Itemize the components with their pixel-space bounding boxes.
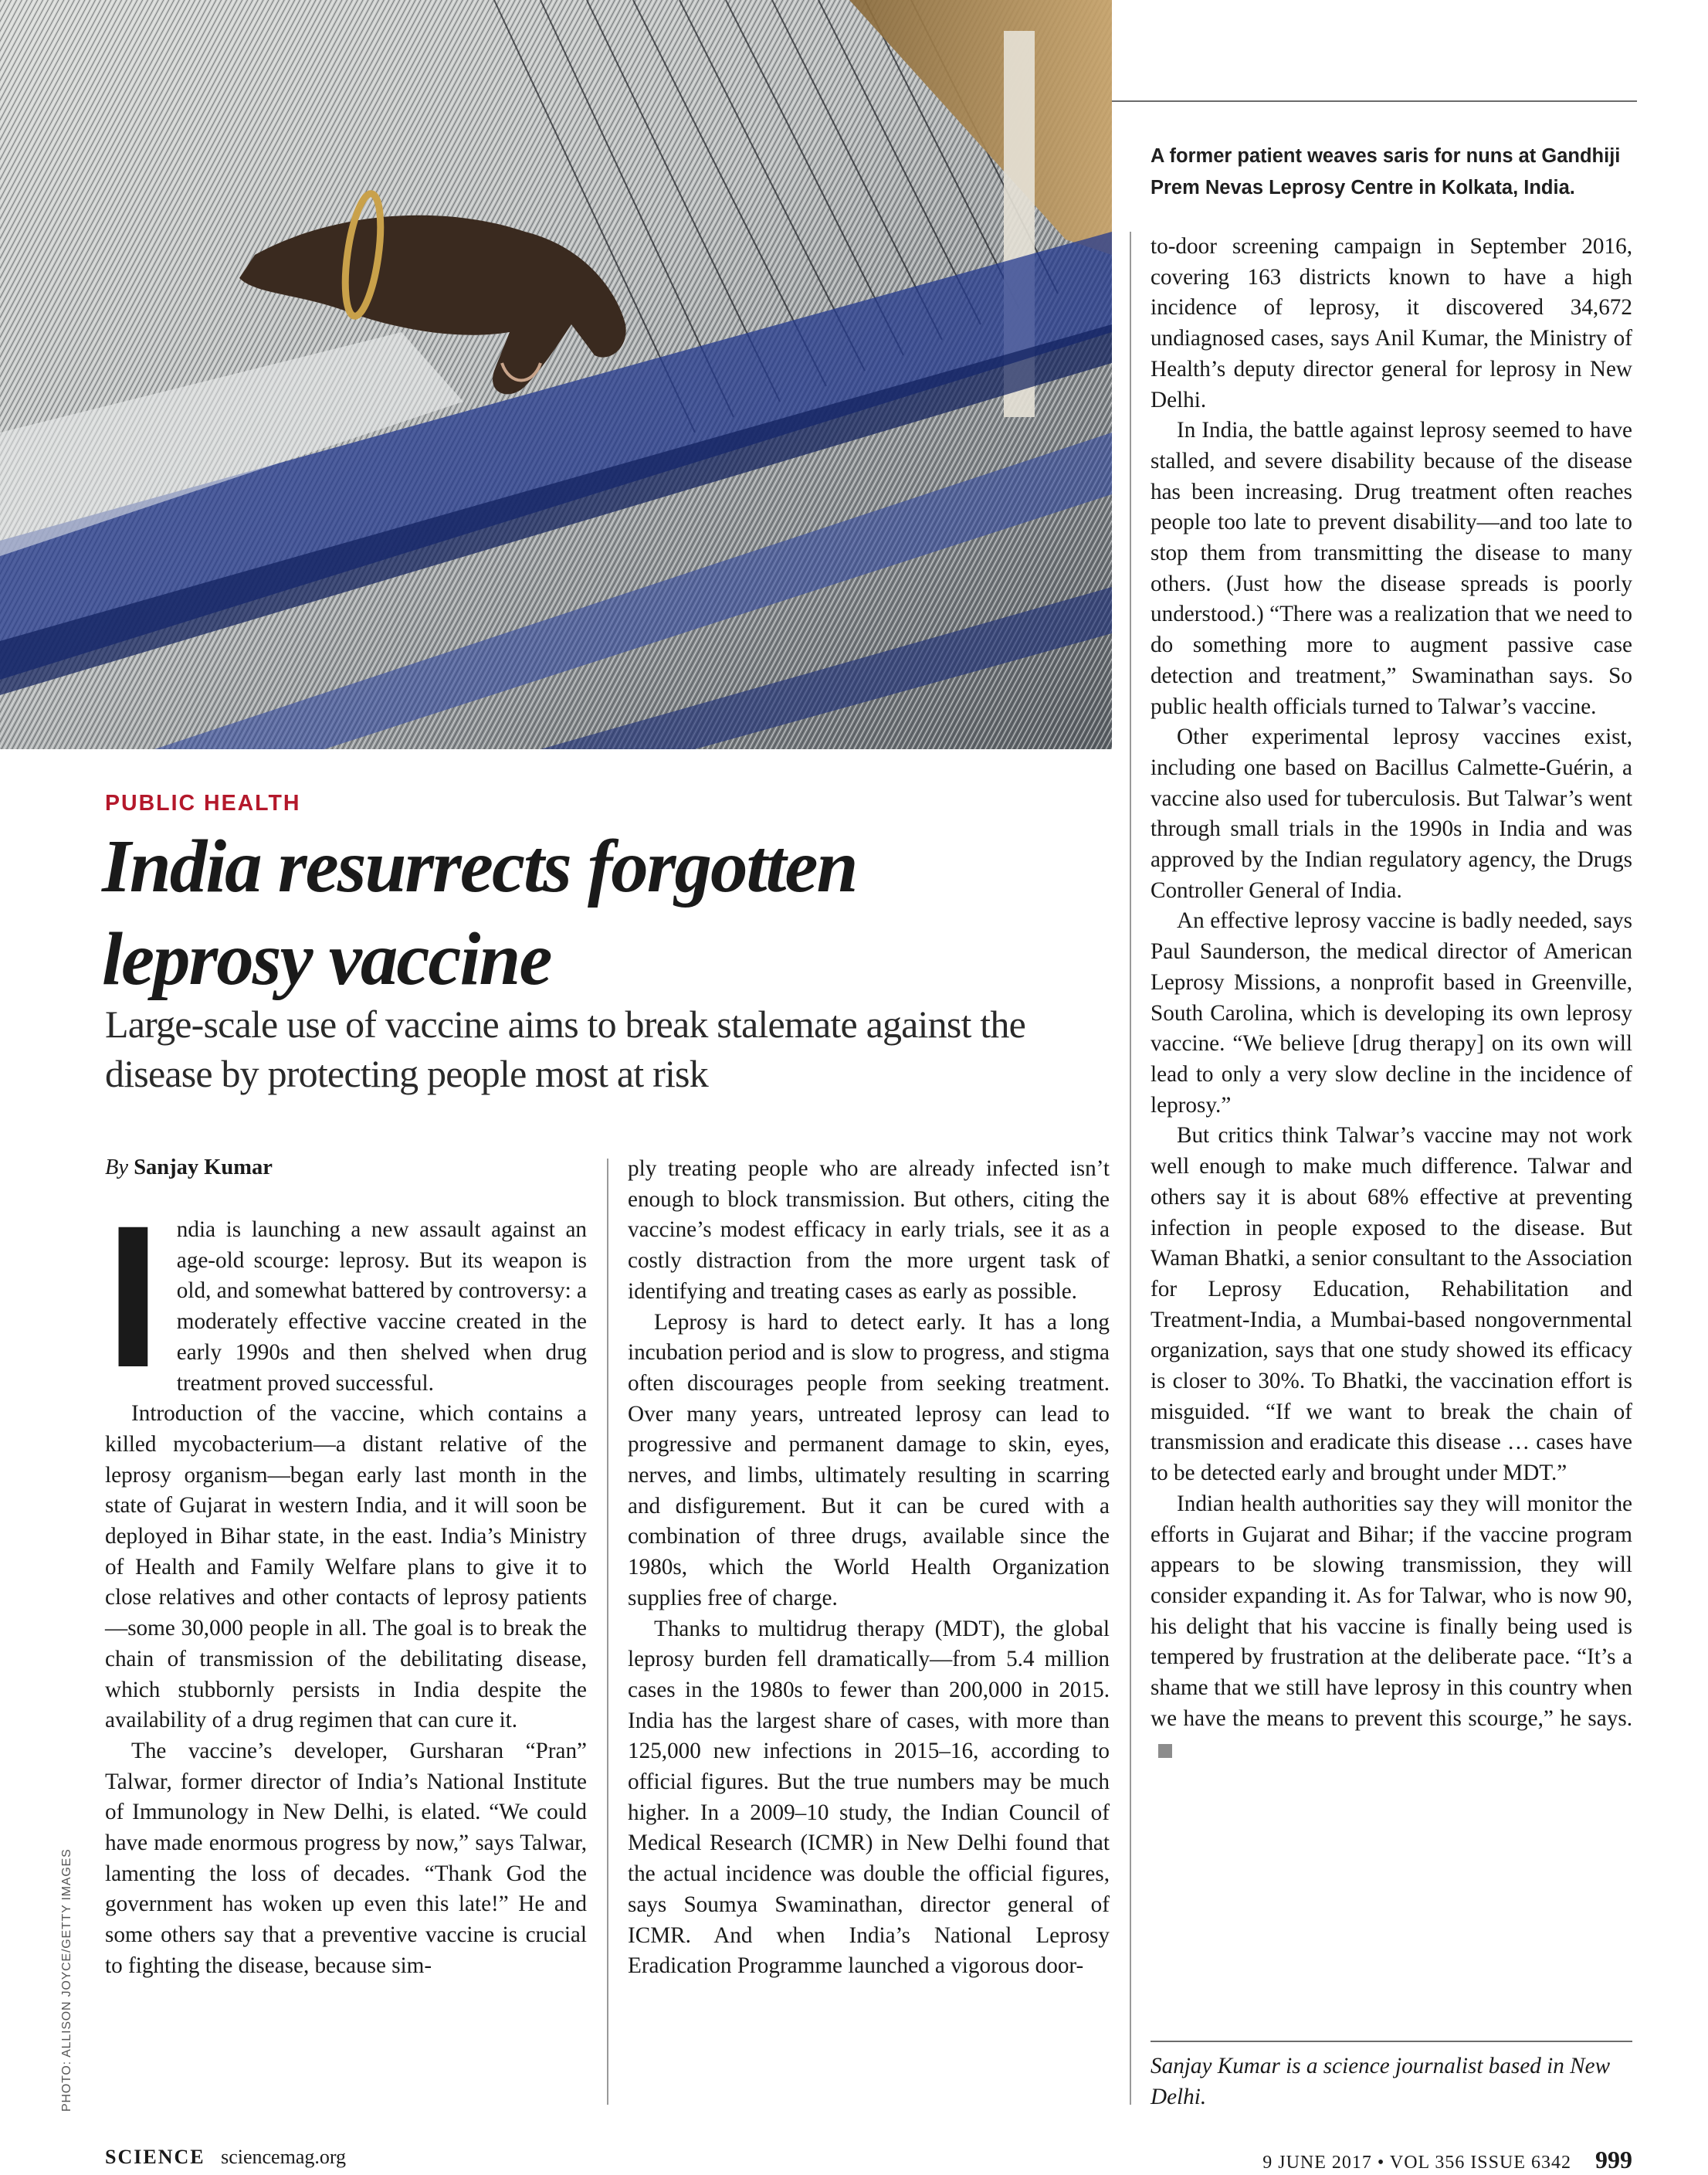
issue-info: 9 JUNE 2017 • VOL 356 ISSUE 6342 (1262, 2153, 1571, 2173)
caption-top-rule (1112, 100, 1637, 102)
paragraph: to-door screening campaign in September 2016, covering 163 districts known to have a high incidence of leprosy, it discovered 34,672 undiagnosed cases, says Anil Kumar, the Ministry of Health’s deputy director general for leprosy in New Delhi. (1151, 234, 1632, 412)
paragraph-final (1151, 1489, 1632, 1765)
article-column-3 (1151, 232, 1632, 1765)
article-column-2 (628, 1154, 1110, 1982)
footer-left (105, 2146, 346, 2169)
page-number: 999 (1595, 2146, 1632, 2173)
byline-prefix: By (105, 1155, 129, 1179)
journal-url[interactable]: sciencemag.org (221, 2146, 347, 2168)
journal-name: SCIENCE (105, 2146, 205, 2168)
column-divider (607, 1159, 608, 2105)
author-bio: Sanjay Kumar is a science journalist based in New Delhi. (1151, 2054, 1611, 2109)
paragraph: Introduction of the vaccine, which contains a killed mycobacterium—a distant relative of the leprosy organism—began early last month in the state of Gujarat in western India, and it will soon be deployed in Bihar state, in the east. India’s Ministry of Health and Family Welfare plans to give it to close relatives and other contacts of leprosy patients—some 30,000 people in all. The goal is to break the chain of transmission of the debilitating disease, which stubbornly persists in India despite the availability of a drug regimen that can cure it. (105, 1401, 587, 1733)
hero-photo (0, 0, 1112, 749)
paragraph: But critics think Talwar’s vaccine may not work well enough to make much difference. Talwar and others say it is about 68% effective at preventing infection in people exposed to the disease. But Waman Bhatki, a senior consultant to the Association for Leprosy Education, Rehabilitation and Treatment-India, a Mumbai-based nongovernmental organization, says that one study showed its efficacy is closer to 30%. To Bhatki, the vaccination effort is misguided. “If we want to break the chain of transmission and eradicate this disease … cases have to be detected early and brought under MDT.” (1151, 1123, 1632, 1486)
headline: India resurrects forgotten leprosy vaccine (102, 825, 857, 1000)
byline (105, 1155, 273, 1180)
paragraph: Leprosy is hard to detect early. It has a long incubation period and is slow to progress, and stigma often discourages people from seeking treatment. Over many years, untreated leprosy can lead to progressive and permanent damage to skin, eyes, nerves, and limbs, ultimately resulting in scarring and disfigurement. But it can be cured with a combination of three drugs, available since the 1980s, which the World Health Organization supplies free of charge. (628, 1309, 1110, 1610)
dek: Large-scale use of vaccine aims to break stalemate against the disease by protecting people most at risk (105, 1003, 1025, 1095)
weaving-loom-hand-photo-icon (0, 0, 1112, 749)
end-mark-icon (1158, 1744, 1172, 1758)
bio-rule (1151, 2041, 1632, 2042)
photo-credit: PHOTO: ALLISON JOYCE/GETTY IMAGES (60, 1848, 73, 2112)
paragraph: ply treating people who are already infected isn’t enough to block transmission. But others, citing the vaccine’s modest efficacy in early trials, see it as a costly distraction from the more urgent task of identifying and treating cases as early as possible. (628, 1156, 1110, 1304)
paragraph: Other experimental leprosy vaccines exist, including one based on Bacillus Calmette-Guérin, a vaccine also used for tuberculosis. But Talwar’s went through small trials in the 1990s in India and was approved by the Indian regulatory agency, the Drugs Controller General of India. (1151, 724, 1632, 903)
dropcap: I (105, 1183, 161, 1410)
paragraph: In India, the battle against leprosy seemed to have stalled, and severe disability because of the disease has been increasing. Drug treatment often reaches people too late to prevent disability—and too late to stop them from transmitting the disease to many others. (Just how the disease spreads is poorly understood.) “There was a realization that we need to do something more to augment passive case detection and treatment,” Swaminathan says. So public health officials turned to Talwar’s vaccine. (1151, 418, 1632, 719)
footer-right (1262, 2146, 1632, 2174)
photo-caption: A former patient weaves saris for nuns at Gandhiji Prem Nevas Leprosy Centre in Kolkata, India. (1151, 145, 1621, 198)
paragraph: ndia is launching a new assault against an age-old scourge: leprosy. But its weapon is old, and somewhat battered by controversy: a moderately effective vaccine created in the early 1990s and then shelved when drug treatment proved successful. (176, 1217, 587, 1396)
article-column-1 (105, 1183, 587, 1982)
paragraph-text: Indian health authorities say they will monitor the efforts in Gujarat and Bihar; if the vaccine program appears to be slowing transmission, they will consider expanding it. As for Talwar, who is now 90, his delight that his vaccine is finally being used is tempered by frustration at the deliberate pace. “It’s a shame that we still have leprosy in this country when we have the means to prevent this scourge,” he says. (1151, 1491, 1632, 1731)
paragraph: The vaccine’s developer, Gursharan “Pran” Talwar, former director of India’s National Institute of Immunology in New Delhi, is elated. “We could have made enormous progress by now,” says Talwar, lamenting the loss of decades. “Thank God the government has woken up even this late!” He and some others say that a preventive vaccine is crucial to fighting the disease, because sim- (105, 1738, 587, 1978)
paragraph: Thanks to multidrug therapy (MDT), the global leprosy burden fell dramatically—from 5.4 million cases in the 1980s to fewer than 200,000 in 2015. India has the largest share of cases, with more than 125,000 new infections in 2015–16, according to official figures. But the true numbers may be much higher. In a 2009–10 study, the Indian Council of Medical Research (ICMR) in New Delhi found that the actual incidence was double the official figures, says Soumya Swaminathan, director general of ICMR. And when India’s National Leprosy Eradication Programme launched a vigorous door- (628, 1616, 1110, 1979)
section-kicker: PUBLIC HEALTH (105, 791, 301, 816)
column-divider (1130, 232, 1131, 2105)
author-name: Sanjay Kumar (134, 1155, 273, 1179)
paragraph: An effective leprosy vaccine is badly needed, says Paul Saunderson, the medical director of American Leprosy Missions, a nonprofit based in Greenville, South Carolina, which is developing its own leprosy vaccine. “We believe [drug therapy] on its own will lead to only a very slow decline in the incidence of leprosy.” (1151, 908, 1632, 1118)
